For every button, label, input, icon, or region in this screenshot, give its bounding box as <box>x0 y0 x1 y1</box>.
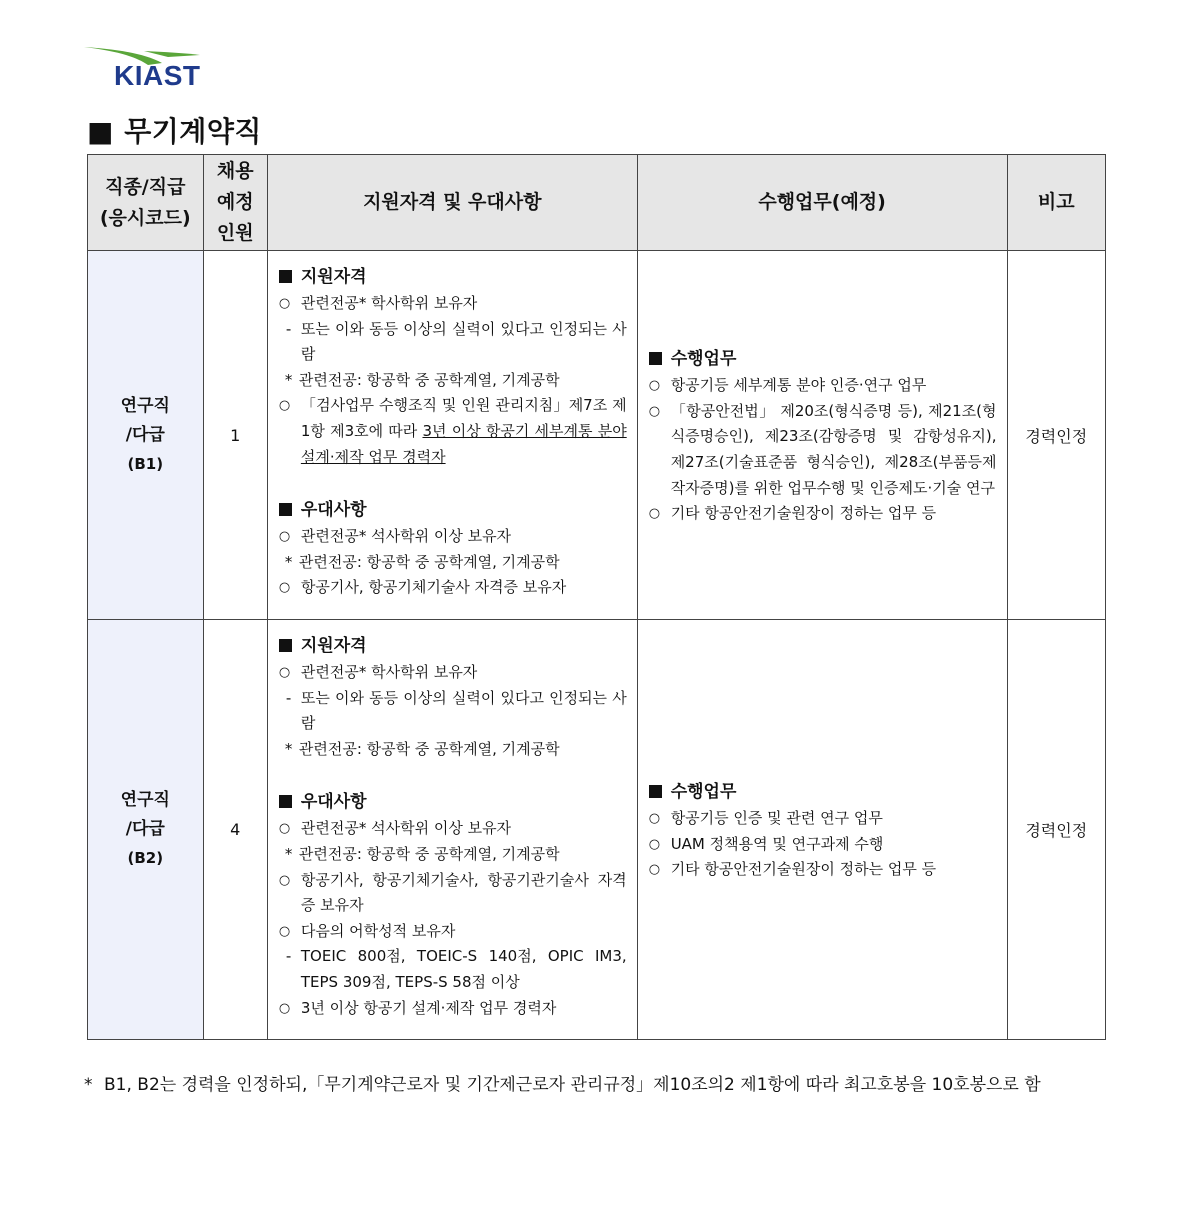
table-row-b2 <box>88 620 1106 1040</box>
list-item: ○ 항공기등 인증 및 관련 연구 업무 <box>649 806 997 832</box>
logo-text: KIAST <box>114 60 201 89</box>
list-item: ○ 「검사업무 수행조직 및 인원 관리지침」제7조 제1항 제3호에 따라 3년 이상 항공기 세부계통 분야 설계·제작 업무 경력자 <box>279 393 627 470</box>
square-bullet-icon <box>279 270 292 283</box>
qualification-cell <box>267 620 637 1040</box>
header-code: 직종/직급 (응시코드) <box>88 155 204 251</box>
kiast-logo <box>84 43 202 89</box>
duties-title: 수행업무 <box>649 345 997 373</box>
list-item: ○ 3년 이상 항공기 설계·제작 업무 경력자 <box>279 996 627 1022</box>
list-item: ○ 항공기사, 항공기체기술사, 항공기관기술사 자격증 보유자 <box>279 868 627 919</box>
header-note: 비고 <box>1007 155 1106 251</box>
square-bullet-icon <box>279 639 292 652</box>
list-item: ○ 다음의 어학성적 보유자 <box>279 919 627 945</box>
note-cell: 경력인정 <box>1007 620 1106 1040</box>
square-bullet-icon <box>279 795 292 808</box>
footnote-mark: * <box>84 1075 93 1095</box>
apply-code: (B2) <box>127 849 164 867</box>
list-item: ○ 「항공안전법」 제20조(형식증명 등), 제21조(형식증명승인), 제23조(감항증명 및 감항성유지), 제27조(기술표준품 형식승인), 제28조(부품등제작자증명)를 위한 업무수행 및 인증제도·기술 연구 <box>649 399 997 501</box>
underlined-requirement: 3년 이상 항공기 세부계통 분야 설계·제작 업무 경력자 <box>300 421 627 466</box>
list-item: * 관련전공: 항공학 중 공학계열, 기계공학 <box>279 368 627 394</box>
header-duties: 수행업무(예정) <box>637 155 1007 251</box>
square-bullet-icon <box>279 503 292 516</box>
duties-title: 수행업무 <box>649 778 997 806</box>
preference-title: 우대사항 <box>279 496 627 524</box>
recruitment-table <box>87 154 1106 1040</box>
section-title: ■ 무기계약직 <box>87 115 262 148</box>
job-type: 연구직 <box>120 790 170 810</box>
header-row <box>88 155 1106 251</box>
apply-code: (B1) <box>127 454 164 473</box>
list-item: - 또는 이와 동등 이상의 실력이 있다고 인정되는 사람 <box>279 686 627 737</box>
list-item: ○ 관련전공* 석사학위 이상 보유자 <box>279 816 627 842</box>
job-grade: /다급 <box>125 819 165 839</box>
square-bullet-icon <box>649 785 662 798</box>
list-item: * 관련전공: 항공학 중 공학계열, 기계공학 <box>279 550 627 576</box>
footnote-text: B1, B2는 경력을 인정하되,「무기계약근로자 및 기간제근로자 관리규정」제10조의2 제1항에 따라 최고호봉을 10호봉으로 함 <box>104 1075 1041 1095</box>
footnote <box>84 1070 1106 1100</box>
list-item: ○ 관련전공* 석사학위 이상 보유자 <box>279 524 627 550</box>
qualification-title: 지원자격 <box>279 263 627 291</box>
duties-cell <box>637 251 1007 620</box>
list-item: ○ 기타 항공안전기술원장이 정하는 업무 등 <box>649 857 997 883</box>
list-item: * 관련전공: 항공학 중 공학계열, 기계공학 <box>279 842 627 868</box>
job-grade: /다급 <box>125 424 165 445</box>
list-item: ○ 항공기등 세부계통 분야 인증·연구 업무 <box>649 373 997 399</box>
list-item: ○ UAM 정책용역 및 연구과제 수행 <box>649 832 997 858</box>
list-item: ○ 관련전공* 학사학위 보유자 <box>279 291 627 317</box>
list-item: - 또는 이와 동등 이상의 실력이 있다고 인정되는 사람 <box>279 317 627 368</box>
hire-count: 1 <box>203 251 267 620</box>
square-bullet-icon <box>649 352 662 365</box>
table-row-b1 <box>88 251 1106 620</box>
header-qualification: 지원자격 및 우대사항 <box>267 155 637 251</box>
list-item: ○ 기타 항공안전기술원장이 정하는 업무 등 <box>649 501 997 527</box>
position-code-cell <box>88 620 204 1040</box>
list-item: ○ 관련전공* 학사학위 보유자 <box>279 660 627 686</box>
job-type: 연구직 <box>120 395 170 416</box>
list-item: - TOEIC 800점, TOEIC-S 140점, OPIC IM3, TEPS 309점, TEPS-S 58점 이상 <box>279 944 627 995</box>
hire-count: 4 <box>203 620 267 1040</box>
list-item: ○ 항공기사, 항공기체기술사 자격증 보유자 <box>279 575 627 601</box>
preference-title: 우대사항 <box>279 788 627 816</box>
qualification-title: 지원자격 <box>279 632 627 660</box>
qualification-cell <box>267 251 637 620</box>
list-item: * 관련전공: 항공학 중 공학계열, 기계공학 <box>279 737 627 763</box>
note-cell: 경력인정 <box>1007 251 1106 620</box>
position-code-cell <box>88 251 204 620</box>
header-count: 채용 예정 인원 <box>203 155 267 251</box>
duties-cell <box>637 620 1007 1040</box>
